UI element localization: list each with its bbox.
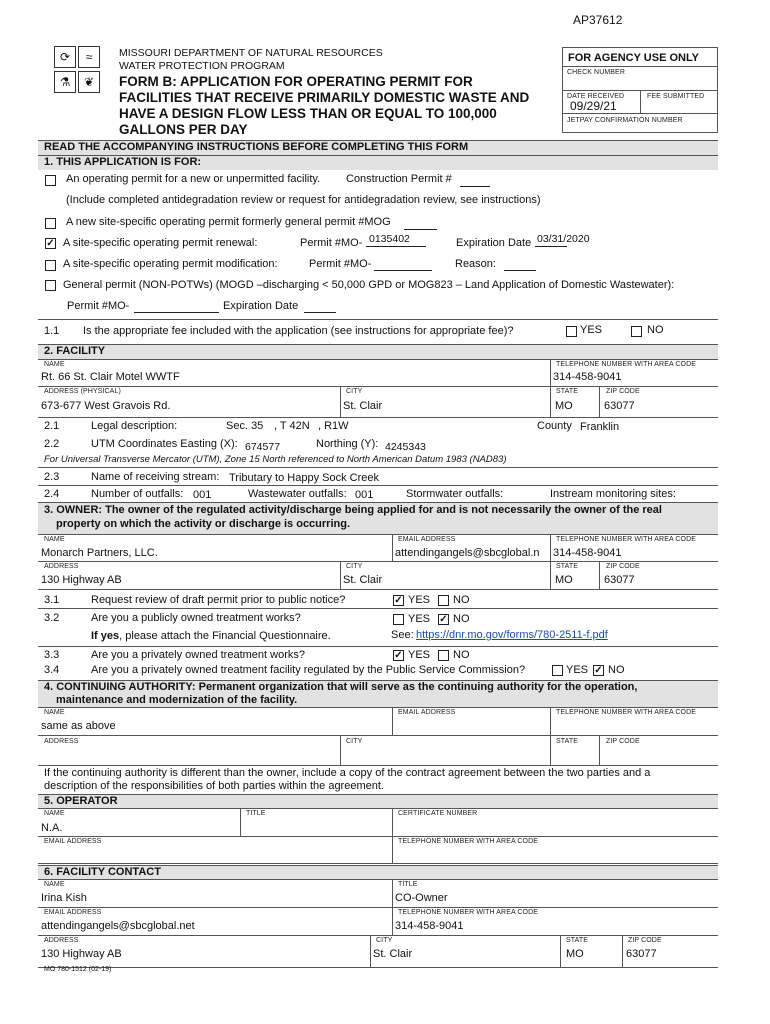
mog-permit-label: A new site-specific operating permit formerly general permit #MOG xyxy=(66,216,391,228)
utm-note: For Universal Transverse Mercator (UTM), Zone 15 North referenced to North American Datum 1983 (NAD83) xyxy=(44,454,507,465)
general-permit-exp-field[interactable] xyxy=(304,312,336,313)
ca-state-label: STATE xyxy=(556,738,579,745)
contact-city[interactable]: St. Clair xyxy=(373,948,413,960)
financial-questionnaire-note: If yes, please attach the Financial Questionnaire. xyxy=(91,630,331,642)
new-permit-checkbox[interactable] xyxy=(45,175,56,186)
construction-permit-field[interactable] xyxy=(460,186,490,187)
ca-phone-label: TELEPHONE NUMBER WITH AREA CODE xyxy=(556,709,697,716)
general-permit-exp-label: Expiration Date xyxy=(223,300,299,312)
owner-state[interactable]: MO xyxy=(555,574,573,586)
q3-2-number: 3.2 xyxy=(44,612,60,624)
receiving-stream-label: Name of receiving stream: xyxy=(91,471,220,483)
construction-permit-label: Construction Permit # xyxy=(346,173,452,185)
owner-zip[interactable]: 63077 xyxy=(604,574,635,586)
general-permit-number-field[interactable] xyxy=(134,312,219,313)
q3-4-no-checkbox[interactable]: ✓ xyxy=(594,665,603,676)
date-received-label: DATE RECEIVED xyxy=(567,93,625,100)
operator-title-label: TITLE xyxy=(246,810,266,817)
leaf-icon: ❦ xyxy=(78,71,100,93)
section-5-band xyxy=(38,794,718,808)
ca-name-label: NAME xyxy=(44,709,65,716)
program-name: WATER PROTECTION PROGRAM xyxy=(119,60,285,72)
q2-4-number: 2.4 xyxy=(44,488,60,500)
legal-section[interactable]: Sec. 35 xyxy=(226,420,264,432)
contact-phone[interactable]: 314-458-9041 xyxy=(395,920,464,932)
microscope-icon: ⚗ xyxy=(54,71,76,93)
facility-city[interactable]: St. Clair xyxy=(343,400,383,412)
utm-northing[interactable]: 4245343 xyxy=(385,441,426,453)
contact-name[interactable]: Irina Kish xyxy=(41,892,87,904)
section-1-heading: 1. THIS APPLICATION IS FOR: xyxy=(44,156,202,168)
renewal-permit-value[interactable]: 0135402 xyxy=(369,233,410,245)
contact-name-label: NAME xyxy=(44,881,65,888)
q3-1-text: Request review of draft permit prior to public notice? xyxy=(91,594,346,606)
facility-zip-label: ZIP CODE xyxy=(606,388,640,395)
facility-name-label: NAME xyxy=(44,361,65,368)
q3-3-yes-label: YES xyxy=(408,649,431,661)
contact-city-label: CITY xyxy=(376,937,393,944)
contact-address-label: ADDRESS xyxy=(44,937,79,944)
q3-3-yes-checkbox[interactable]: ✓ xyxy=(394,650,403,661)
fee-yes-checkbox[interactable] xyxy=(566,326,577,337)
general-permit-checkbox[interactable] xyxy=(45,280,56,291)
jetpay-label: JETPAY CONFIRMATION NUMBER xyxy=(567,117,683,124)
q3-4-text: Are you a privately owned treatment facility regulated by the Public Service Commission? xyxy=(91,664,526,676)
q3-2-no-label: NO xyxy=(453,613,470,625)
owner-zip-label: ZIP CODE xyxy=(606,563,640,570)
owner-email-label: EMAIL ADDRESS xyxy=(398,536,456,543)
general-permit-number-label: Permit #MO- xyxy=(67,300,130,312)
q3-2-text: Are you a publicly owned treatment works? xyxy=(91,612,301,624)
q3-2-no-checkbox[interactable]: ✓ xyxy=(439,614,448,625)
q3-1-no-label: NO xyxy=(453,594,470,606)
fee-no-label: NO xyxy=(647,324,664,336)
ca-note-line1: If the continuing authority is different than the owner, include a copy of the contract agreement between the two parties and a xyxy=(44,767,651,779)
section-4-heading: 4. CONTINUING AUTHORITY: Permanent organization that will serve as the continuing authority for the operation, xyxy=(44,681,638,693)
wastewater-outfalls-label: Wastewater outfalls: xyxy=(248,488,347,500)
owner-city[interactable]: St. Clair xyxy=(343,574,383,586)
expiration-value[interactable]: 03/31/2020 xyxy=(537,233,590,245)
northing-label: Northing (Y): xyxy=(316,438,379,450)
county-label: County xyxy=(537,420,572,432)
renewal-checkbox[interactable]: ✓ xyxy=(46,238,55,249)
owner-address-label: ADDRESS xyxy=(44,563,79,570)
contact-phone-label: TELEPHONE NUMBER WITH AREA CODE xyxy=(398,909,539,916)
contact-state-label: STATE xyxy=(566,937,589,944)
modification-checkbox[interactable] xyxy=(45,260,56,271)
q3-1-yes-label: YES xyxy=(408,594,431,606)
contact-zip[interactable]: 63077 xyxy=(626,948,657,960)
instructions: READ THE ACCOMPANYING INSTRUCTIONS BEFORE COMPLETING THIS FORM xyxy=(44,141,469,153)
form-title: FORM B: APPLICATION FOR OPERATING PERMIT FOR FACILITIES THAT RECEIVE PRIMARILY DOMESTIC WASTE AND HAVE A DESIGN FLOW LESS THAN OR EQUAL TO 100,000 GALLONS PER DAY xyxy=(119,74,530,137)
stormwater-outfalls-label: Stormwater outfalls: xyxy=(406,488,504,500)
antidegradation-note: (Include completed antidegradation review or request for antidegradation review, see instructions) xyxy=(66,194,541,206)
operator-phone-label: TELEPHONE NUMBER WITH AREA CODE xyxy=(398,838,539,845)
outfalls-value[interactable]: 001 xyxy=(193,489,212,501)
section-6-heading: 6. FACILITY CONTACT xyxy=(44,866,161,878)
facility-state[interactable]: MO xyxy=(555,400,573,412)
county-value[interactable]: Franklin xyxy=(580,421,620,433)
document-id: AP37612 xyxy=(573,13,623,27)
contact-zip-label: ZIP CODE xyxy=(628,937,662,944)
q3-3-number: 3.3 xyxy=(44,649,60,661)
mog-permit-checkbox[interactable] xyxy=(45,218,56,229)
section-3-subheading: property on which the activity or discharge is occurring. xyxy=(56,518,351,530)
q3-3-no-checkbox[interactable] xyxy=(438,650,449,661)
receiving-stream[interactable]: Tributary to Happy Sock Creek xyxy=(229,472,379,484)
q3-1-no-checkbox[interactable] xyxy=(438,595,449,606)
modification-permit-field[interactable] xyxy=(374,270,432,271)
ca-name[interactable]: same as above xyxy=(41,720,116,732)
utm-easting[interactable]: 674577 xyxy=(245,441,281,453)
q3-2-yes-checkbox[interactable] xyxy=(393,614,404,625)
form-number: MO 780-1512 (02-19) xyxy=(44,966,112,973)
q3-4-no-label: NO xyxy=(608,664,625,676)
operator-name-label: NAME xyxy=(44,810,65,817)
check-number-label: CHECK NUMBER xyxy=(567,69,625,76)
owner-name-label: NAME xyxy=(44,536,65,543)
q3-4-yes-label: YES xyxy=(566,664,589,676)
general-permit-label: General permit (NON-POTWs) (MOGD –discharging < 50,000 GPD or MOG823 – Land Application of Domestic Wastewater): xyxy=(63,279,675,291)
q2-2-number: 2.2 xyxy=(44,438,60,450)
section-2-band xyxy=(38,344,718,359)
contact-title[interactable]: CO-Owner xyxy=(395,892,448,904)
ca-address-label: ADDRESS xyxy=(44,738,79,745)
section-2-heading: 2. FACILITY xyxy=(44,345,106,357)
fee-yes-label: YES xyxy=(580,324,603,336)
section-5-heading: 5. OPERATOR xyxy=(44,795,118,807)
q2-3-number: 2.3 xyxy=(44,471,60,483)
facility-address-label: ADDRESS (PHYSICAL) xyxy=(44,388,121,395)
q3-1-number: 3.1 xyxy=(44,594,60,606)
date-received-value: 09/29/21 xyxy=(570,99,617,113)
renewal-label: A site-specific operating permit renewal: xyxy=(63,237,258,249)
contact-email-label: EMAIL ADDRESS xyxy=(44,909,102,916)
modification-permit-label: Permit #MO- xyxy=(309,258,372,270)
facility-city-label: CITY xyxy=(346,388,363,395)
owner-address[interactable]: 130 Highway AB xyxy=(41,574,122,586)
cycle-icon: ⟳ xyxy=(54,46,76,68)
legal-range[interactable]: , R1W xyxy=(318,420,349,432)
modification-label: A site-specific operating permit modification: xyxy=(63,258,278,270)
facility-address[interactable]: 673-677 West Gravois Rd. xyxy=(41,400,171,412)
new-permit-label: An operating permit for a new or unpermitted facility. xyxy=(66,173,321,185)
wastewater-outfalls-value[interactable]: 001 xyxy=(355,489,374,501)
operator-cert-label: CERTIFICATE NUMBER xyxy=(398,810,478,817)
owner-state-label: STATE xyxy=(556,563,579,570)
agency-name: MISSOURI DEPARTMENT OF NATURAL RESOURCES xyxy=(119,47,383,59)
operator-email-label: EMAIL ADDRESS xyxy=(44,838,102,845)
facility-phone[interactable]: 314-458-9041 xyxy=(553,371,622,383)
facility-state-label: STATE xyxy=(556,388,579,395)
owner-city-label: CITY xyxy=(346,563,363,570)
ca-email-label: EMAIL ADDRESS xyxy=(398,709,456,716)
legal-description-label: Legal description: xyxy=(91,420,178,432)
reason-field[interactable] xyxy=(504,270,536,271)
q3-2-yes-label: YES xyxy=(408,613,431,625)
owner-phone-label: TELEPHONE NUMBER WITH AREA CODE xyxy=(556,536,697,543)
agency-use-heading: FOR AGENCY USE ONLY xyxy=(568,52,700,64)
q1-1-text: Is the appropriate fee included with the application (see instructions for appropriate fee)? xyxy=(83,325,514,337)
ca-zip-label: ZIP CODE xyxy=(606,738,640,745)
contact-title-label: TITLE xyxy=(398,881,418,888)
contact-email[interactable]: attendingangels@sbcglobal.net xyxy=(41,920,195,932)
legal-township[interactable]: , T 42N xyxy=(274,420,310,432)
q3-1-yes-checkbox[interactable]: ✓ xyxy=(394,595,403,606)
q3-4-number: 3.4 xyxy=(44,664,60,676)
fee-submitted-label: FEE SUBMITTED xyxy=(647,93,705,100)
owner-phone[interactable]: 314-458-9041 xyxy=(553,547,622,559)
ca-note-line2: description of the responsibilities of both parties within the agreement. xyxy=(44,780,384,792)
water-waves-icon: ≈ xyxy=(78,46,100,68)
fee-no-checkbox[interactable] xyxy=(631,326,642,337)
expiration-label: Expiration Date xyxy=(456,237,532,249)
owner-name[interactable]: Monarch Partners, LLC. xyxy=(41,547,158,559)
q3-4-yes-checkbox[interactable] xyxy=(552,665,563,676)
q2-1-number: 2.1 xyxy=(44,420,60,432)
section-3-heading: 3. OWNER: The owner of the regulated activity/discharge being applied for and is not necessarily the owner of the real xyxy=(44,504,662,516)
see-label: See: xyxy=(391,629,414,641)
contact-state[interactable]: MO xyxy=(566,948,584,960)
ca-city-label: CITY xyxy=(346,738,363,745)
q3-3-text: Are you a privately owned treatment works? xyxy=(91,649,305,661)
facility-name[interactable]: Rt. 66 St. Clair Motel WWTF xyxy=(41,371,180,383)
financial-questionnaire-link[interactable]: https://dnr.mo.gov/forms/780-2511-f.pdf xyxy=(416,629,608,641)
instream-sites-label: Instream monitoring sites: xyxy=(550,488,676,500)
operator-name[interactable]: N.A. xyxy=(41,822,63,834)
reason-label: Reason: xyxy=(455,258,496,270)
owner-email[interactable]: attendingangels@sbcglobal.n xyxy=(395,547,540,559)
utm-label: UTM Coordinates Easting (X): xyxy=(91,438,238,450)
renewal-permit-label: Permit #MO- xyxy=(300,237,363,249)
mog-permit-field[interactable] xyxy=(404,229,437,230)
facility-zip[interactable]: 63077 xyxy=(604,400,635,412)
q1-1-number: 1.1 xyxy=(44,325,60,337)
q3-3-no-label: NO xyxy=(453,649,470,661)
outfalls-label: Number of outfalls: xyxy=(91,488,184,500)
contact-address[interactable]: 130 Highway AB xyxy=(41,948,122,960)
section-4-subheading: maintenance and modernization of the facility. xyxy=(56,694,298,706)
facility-phone-label: TELEPHONE NUMBER WITH AREA CODE xyxy=(556,361,697,368)
